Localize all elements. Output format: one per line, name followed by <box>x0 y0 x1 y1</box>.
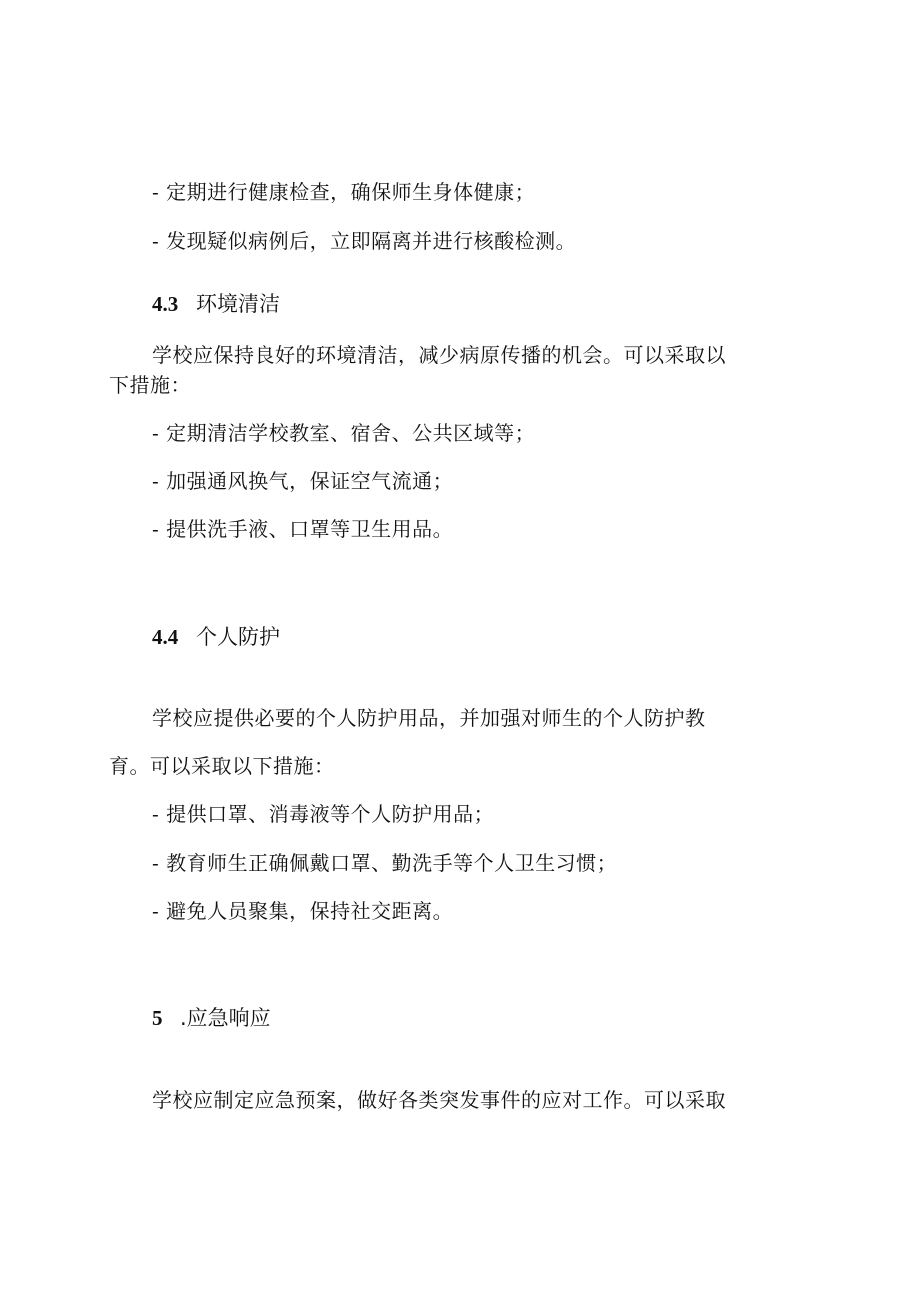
paragraph-line: 下措施： <box>109 373 191 397</box>
paragraph-line: 学校应保持良好的环境清洁，减少病原传播的机会。可以采取以 <box>152 343 726 367</box>
list-item: - 定期清洁学校教室、宿舍、公共区域等； <box>152 421 536 445</box>
section-title: 个人防护 <box>196 625 280 649</box>
section-heading <box>152 290 280 318</box>
section-number: 5 <box>152 1006 163 1030</box>
list-item: - 定期进行健康检查，确保师生身体健康； <box>152 180 536 204</box>
paragraph-line: 学校应提供必要的个人防护用品，并加强对师生的个人防护教 <box>152 706 706 730</box>
list-item: - 加强通风换气，保证空气流通； <box>152 469 454 493</box>
section-title: .应急响应 <box>180 1006 271 1030</box>
list-item: - 教育师生正确佩戴口罩、勤洗手等个人卫生习惯； <box>152 851 618 875</box>
section-heading <box>152 623 280 651</box>
list-item: - 提供口罩、消毒液等个人防护用品； <box>152 802 495 826</box>
list-item: - 发现疑似病例后，立即隔离并进行核酸检测。 <box>152 229 577 253</box>
paragraph-line: 育。可以采取以下措施： <box>109 754 335 778</box>
section-title: 环境清洁 <box>196 292 280 316</box>
list-item: - 避免人员聚集，保持社交距离。 <box>152 899 454 923</box>
paragraph-line: 学校应制定应急预案，做好各类突发事件的应对工作。可以采取 <box>152 1088 726 1112</box>
list-item: - 提供洗手液、口罩等卫生用品。 <box>152 517 454 541</box>
section-number: 4.3 <box>152 292 179 316</box>
section-heading <box>152 1004 271 1032</box>
section-number: 4.4 <box>152 625 179 649</box>
